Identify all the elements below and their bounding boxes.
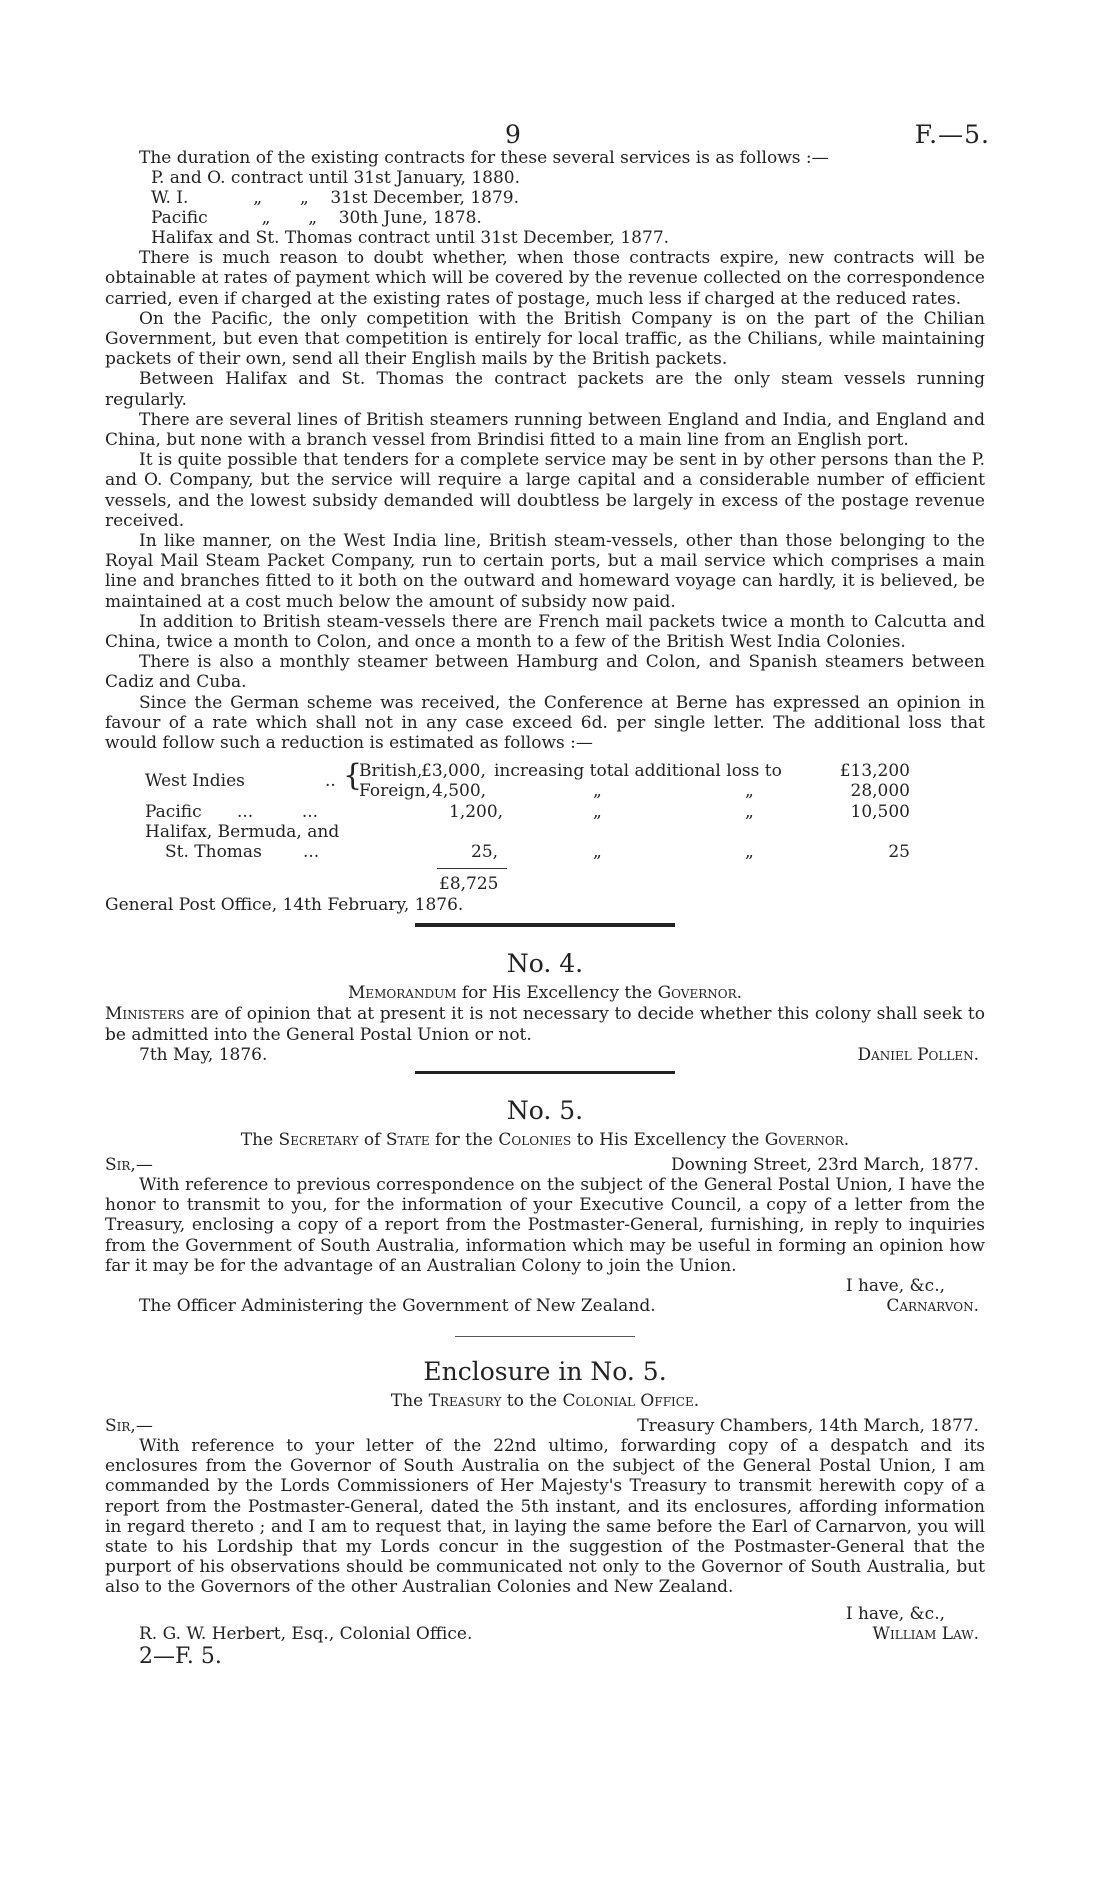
cell-british-desc: increasing total additional loss to — [494, 761, 782, 782]
section-no5 — [105, 1096, 985, 1316]
enclosure-signoff-row — [105, 1624, 985, 1644]
address: Treasury Chambers, 14th March, 1877. — [637, 1415, 979, 1436]
no4-signature: Daniel Pollen. — [857, 1044, 979, 1065]
paragraph: There is much reason to doubt whether, when those contracts expire, new contracts will be obtainable at rates of payment which will be covered by the revenue collected on the correspondence carried, even if charged at the existing rates of postage, much less if charged at the reduced rates. — [105, 248, 985, 309]
contract-item: Halifax and St. Thomas contract until 31st December, 1877. — [151, 228, 670, 249]
ditto: „ — [593, 781, 602, 802]
section-enclosure — [105, 1357, 985, 1670]
no4-date: 7th May, 1876. — [139, 1044, 268, 1065]
section-no4 — [105, 949, 985, 1064]
page-number: 9 — [505, 120, 521, 149]
heading-no4: No. 4. — [506, 949, 584, 979]
page — [105, 0, 990, 1670]
cell-pacific-total: 10,500 — [850, 802, 910, 823]
row-label-st-thomas: St. Thomas — [165, 842, 262, 863]
paragraph: It is quite possible that tenders for a complete service may be sent in by other persons than the P. and O. Company, but the service will require a large capital and a considerable number of efficient vessels, and the lowest subsidy demanded will doubtless be largely in excess of the postage revenue received. — [105, 450, 985, 531]
paragraph: In addition to British steam-vessels there are French mail packets twice a month to Calcutta and China, twice a month to Colon, and once a month to a few of the British West India Colonies. — [105, 611, 985, 653]
ditto: „ — [745, 842, 754, 863]
cell-british: British, — [359, 761, 423, 782]
ministers: Ministers — [105, 1004, 185, 1025]
page-header — [105, 0, 990, 150]
footer-id: 2—F. 5. — [139, 1643, 222, 1669]
ditto: „ — [745, 781, 754, 802]
heading-no5: No. 5. — [506, 1095, 584, 1125]
recipient: The Officer Administering the Government of New Zealand. — [139, 1295, 656, 1316]
document-reference: F.—5. — [914, 120, 990, 149]
no4-body: are of opinion that at present it is not necessary to decide whether this colony shall seek to be admitted into the General Postal Union or not. — [105, 1004, 985, 1045]
enclosure-signature: William Law. — [872, 1623, 979, 1644]
paragraph: Since the German scheme was received, the Conference at Berne has expressed an opinion in favour of a rate which shall not in any case exceed 6d. per single letter. The additional loss that would follow such a reduction is estimated as follows :— — [105, 692, 985, 754]
heading-enclosure: Enclosure in No. 5. — [423, 1356, 667, 1386]
divider — [415, 1071, 675, 1074]
loss-table — [105, 758, 985, 909]
address: Downing Street, 23rd March, 1877. — [670, 1154, 979, 1175]
dots: ... — [303, 842, 320, 863]
cell-foreign: Foreign, — [359, 781, 431, 802]
cell-british-amount: £3,000, — [421, 761, 486, 782]
paragraph: There are several lines of British steamers running between England and India, and England and China, but none with a branch vessel from Brindisi fitted to a main line from an English port. — [105, 409, 985, 451]
brace: { — [343, 758, 363, 794]
cell-st-thomas-amount: 25, — [471, 842, 499, 863]
recipient: R. G. W. Herbert, Esq., Colonial Office. — [139, 1623, 473, 1644]
ditto: „ — [593, 842, 602, 863]
ditto: „ — [593, 802, 602, 823]
no4-signoff-row — [105, 1045, 985, 1065]
dots: .. — [325, 771, 336, 792]
paragraph: On the Pacific, the only competition with the British Company is on the part of the Chilian Government, but even that competition is entirely for local traffic, as the Chilians, while maintaining packets of their own, send all their English mails by the British packets. — [105, 308, 985, 370]
divider — [455, 1336, 635, 1337]
no5-signoff-row — [105, 1296, 985, 1316]
section-contracts — [105, 148, 985, 915]
cell-pacific-amount: 1,200, — [449, 802, 504, 823]
title-no4: Memorandum for His Excellency the Governor. — [347, 983, 743, 1004]
closing: I have, &c., — [845, 1603, 945, 1624]
contract-list — [151, 168, 985, 248]
title-no5: The Secretary of State for the Colonies to His Excellency the Governor. — [240, 1129, 850, 1150]
divider — [415, 923, 675, 927]
no5-address-row — [105, 1155, 985, 1175]
row-label-halifax: Halifax, Bermuda, and — [145, 822, 340, 843]
cell-sum: £8,725 — [439, 874, 499, 895]
paragraph: There is also a monthly steamer between Hamburg and Colon, and Spanish steamers between Cadiz and Cuba. — [105, 652, 985, 693]
no5-signature: Carnarvon. — [886, 1295, 979, 1316]
salutation: Sir,— — [105, 1415, 153, 1436]
enclosure-address-row — [105, 1416, 985, 1436]
ditto: „ — [745, 802, 754, 823]
closing: I have, &c., — [845, 1275, 945, 1296]
contract-item: P. and O. contract until 31st January, 1880. — [151, 168, 521, 189]
sum-rule — [437, 868, 507, 869]
cell-st-thomas-total: 25 — [888, 842, 910, 863]
title-enclosure: The Treasury to the Colonial Office. — [390, 1390, 700, 1411]
cell-foreign-total: 28,000 — [850, 781, 910, 802]
no5-body: With reference to previous correspondence on the subject of the General Postal Union, I have the honor to transmit to you, for the information of your Executive Council, a copy of a letter from the Treasury, enclosing a copy of a report from the Postmaster-General, furnishing, in reply to inquiries from the Government of South Australia, information which may be useful in forming an opinion how far it may be for the advantage of an Australian Colony to join the Union. — [105, 1174, 985, 1276]
dots: ... ... — [237, 802, 319, 823]
paragraph: Between Halifax and St. Thomas the contract packets are the only steam vessels running regularly. — [105, 369, 985, 410]
signoff: General Post Office, 14th February, 1876. — [105, 895, 464, 916]
salutation: Sir,— — [105, 1154, 153, 1175]
cell-british-total: £13,200 — [839, 761, 910, 782]
contract-item: Pacific „ „ 30th June, 1878. — [151, 208, 482, 229]
enclosure-body: With reference to your letter of the 22nd ultimo, forwarding copy of a despatch and its enclosures from the Governor of South Australia on the subject of the General Postal Union, I am commanded by the Lords Commissioners of Her Majesty's Treasury to transmit herewith copy of a report from the Postmaster-General, dated the 5th instant, and its enclosures, affording information in regard thereto ; and I am to request that, in laying the same before the Earl of Carnarvon, you will state to his Lordship that my Lords concur in the suggestion of the Postmaster-General that the purport of his observations should be communicated not only to the Governor of South Australia, but also to the Governors of the other Australian Colonies and New Zealand. — [105, 1435, 985, 1598]
paragraph: In like manner, on the West India line, British steam-vessels, other than those belonging to the Royal Mail Steam Packet Company, run to certain ports, but a mail service which comprises a main line and branches fitted to it both on the outward and homeward voyage can hardly, it is believed, be maintained at a cost much below the amount of subsidy now paid. — [105, 531, 985, 612]
row-label-pacific: Pacific — [145, 802, 202, 823]
cell-foreign-amount: 4,500, — [432, 781, 487, 802]
contracts-intro: The duration of the existing contracts for these several services is as follows :— — [139, 148, 829, 168]
contract-item: W. I. „ „ 31st December, 1879. — [151, 188, 519, 209]
row-label-west-indies: West Indies — [145, 771, 245, 792]
